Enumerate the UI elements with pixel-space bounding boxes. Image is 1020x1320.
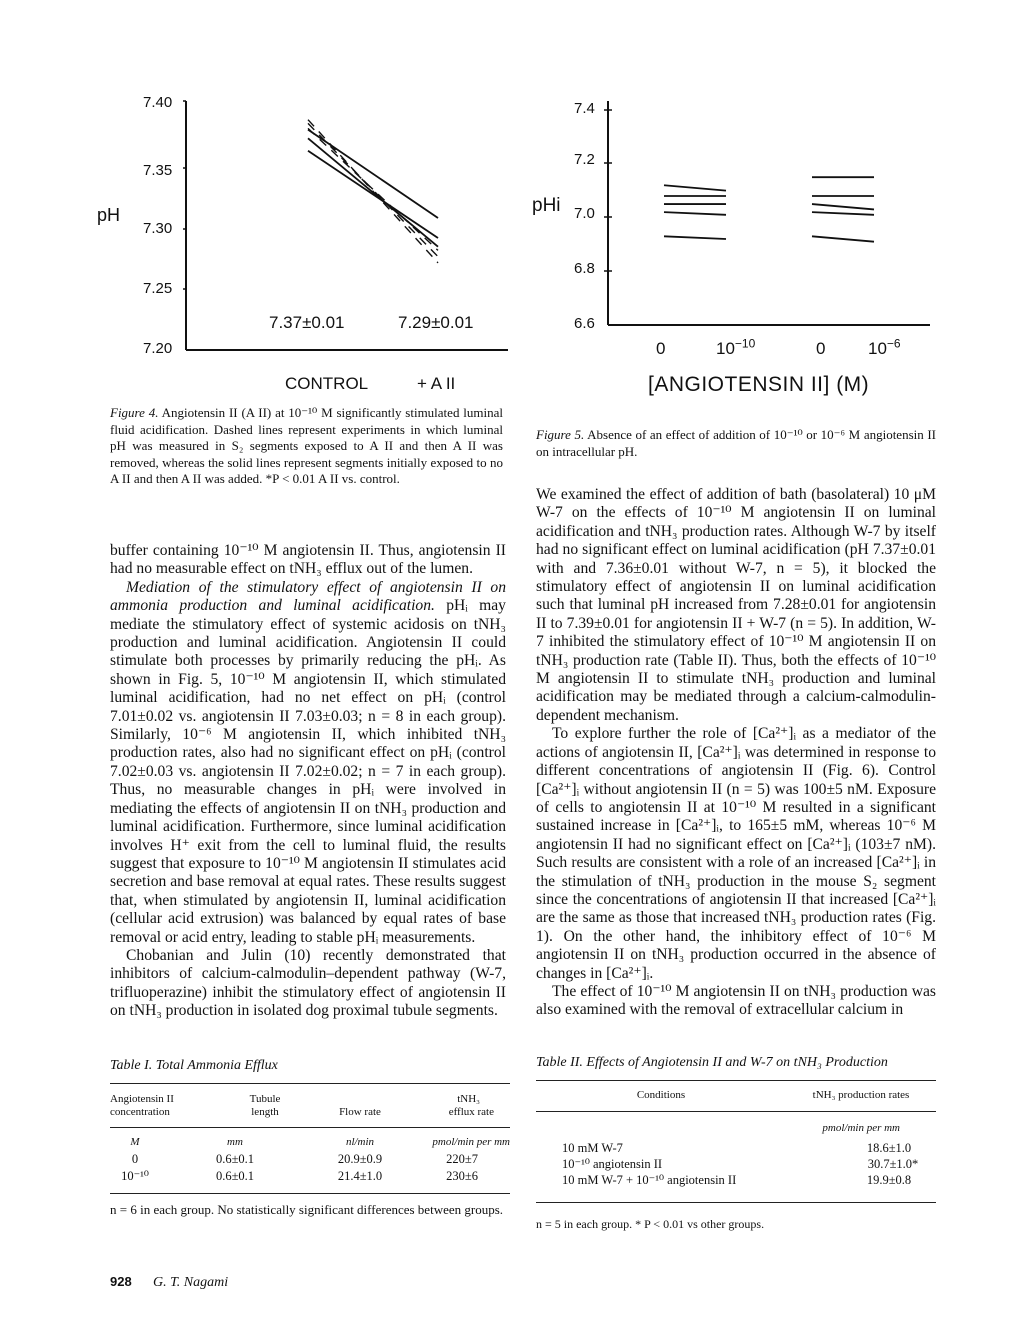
fig5-caption-label: Figure 5.	[536, 427, 585, 442]
table-2-footnote: n = 5 in each group. * P < 0.01 vs other groups.	[536, 1217, 765, 1231]
table-1-unit-row	[110, 1134, 510, 1151]
table-1-cell: 10⁻¹⁰	[121, 1169, 149, 1183]
table-1-cell: 0.6±0.1	[215, 1169, 255, 1183]
table-2-cell: 30.7±1.0*	[867, 1157, 919, 1171]
table-2-title: Table II. Effects of Angiotensin II and W-7 on tNH₃ Production	[536, 1055, 888, 1070]
table-row	[536, 1172, 936, 1188]
fig5-group-2-line-4	[812, 212, 874, 215]
table-2-cell: 10 mM W-7	[562, 1141, 623, 1155]
page-number: 928	[110, 1274, 132, 1289]
table-1-cell: 21.4±1.0	[337, 1169, 383, 1183]
table-1-unit-cell: nl/min	[345, 1136, 375, 1148]
fig4-series-line-1	[308, 120, 438, 263]
figure-4	[95, 85, 515, 405]
fig4-label-control-value: 7.37±0.01	[269, 313, 345, 332]
fig5-group-1-line-5	[664, 236, 726, 239]
table-1-header-row	[110, 1093, 510, 1119]
fig4-series-line-4	[308, 130, 438, 218]
fig4-ytick-2: 7.35	[143, 162, 173, 179]
right-paragraph-1: We examined the effect of addition of bath (basolateral) 10 μM W-7 on the effects of 10⁻¹⁰ M angiotensin II on luminal acidification and tNH₃ production rates. Although W-7 by itself had no significant effect on luminal acidification (pH 7.37±0.01 with and 7.36±0.01 without W-7, n = 5), it blocked the stimulatory effect of angiotensin II on luminal acidification such that luminal pH increased from 7.28±0.01 for angiotensin II to 7.39±0.01 for angiotensin II + W-7 (n = 5). In addition, W-7 inhibited the stimulatory effect of 10⁻¹⁰ M angiotensin II on tNH₃ production rate (Table II). Thus, both the effects of 10⁻¹⁰ M angiotensin II to stimulate tNH₃ production and luminal acidification may be mediated through a calcium-calmodulin-dependent mechanism.	[536, 486, 936, 724]
fig5-ytick-1: 7.4	[574, 100, 595, 117]
left-paragraph-2	[110, 579, 506, 947]
left-paragraph-2-body: pHᵢ may mediate the stimulatory effect of systemic acidosis on tNH₃ production and luminal acidification. Angiotensin II could stimulate both processes by primarily reducing the pHᵢ. As shown in Fig. 5, 10⁻¹⁰ M angiotensin II, which stimulated luminal acidification, had no net effect on pHᵢ (control 7.01±0.02 vs. angiotensin II 7.03±0.03; n = 8 in each group). Similarly, 10⁻⁶ M angiotensin II, which inhibited tNH₃ production rates, also had no significant effect on pHᵢ (control 7.02±0.03 vs. angiotensin II 7.02±0.02; n = 7 in each group). Thus, no measurable changes in pHᵢ were involved in mediating the effects of angiotensin II on tNH₃ production and luminal acidification. Furthermore, since luminal acidification involves H⁺ exit from the cell to luminal fluid, the results suggest that exposure to 10⁻¹⁰ M angiotensin II stimulates acid secretion and base removal at equal rates. These results suggest that, when stimulated by angiotensin II, luminal acidification (cellular acid extrusion) was balanced by equal rates of base removal or acid entry, leading to stable pHᵢ measurements.	[110, 597, 506, 946]
table-1-cell: 0	[131, 1152, 139, 1166]
table-row	[536, 1156, 936, 1172]
table-2-rule-bottom	[536, 1202, 936, 1203]
table-1-title: Table I. Total Ammonia Efflux	[110, 1058, 278, 1073]
table-1-unit-cell: pmol/min per mm	[432, 1136, 510, 1148]
fig5-x-dose-1-base: 10	[716, 339, 735, 358]
table-2-unit: pmol/min per mm	[822, 1122, 900, 1134]
table-1-cell: 230±6	[446, 1169, 478, 1183]
table-1-cell: 0.6±0.1	[215, 1152, 255, 1166]
fig4-series-line-3	[308, 128, 438, 250]
table-1-header-text: Flow rate	[339, 1106, 381, 1118]
table-row	[110, 1168, 510, 1185]
fig4-x-aii: + A II	[417, 374, 456, 393]
fig5-group-2-line-3	[812, 204, 874, 209]
fig4-ytick-3: 7.30	[143, 220, 173, 237]
fig5-ytick-3: 7.0	[574, 205, 595, 222]
fig4-series-line-6	[308, 151, 438, 238]
fig4-ytick-1: 7.40	[143, 94, 173, 111]
table-1-unit-cell: M	[130, 1136, 140, 1148]
left-paragraph-2-heading: Mediation of the stimulatory effect of angiotensin II on ammonia production and luminal acidification.	[110, 578, 506, 615]
right-column-text	[536, 486, 936, 1020]
table-row	[536, 1140, 936, 1156]
fig4-caption	[110, 405, 503, 488]
left-paragraph-3: Chobanian and Julin (10) recently demonstrated that inhibitors of calcium-calmodulin–dependent pathway (W-7, trifluoperazine) inhibit the stimulatory effect of angiotensin II on tNH₃ production in isolated dog proximal tubule segments.	[110, 946, 506, 1020]
figure-5	[530, 95, 940, 405]
fig5-x-zero-1: 0	[656, 339, 666, 358]
right-paragraph-3: The effect of 10⁻¹⁰ M angiotensin II on tNH₃ production was also examined with the removal of extracellular calcium in	[536, 982, 936, 1019]
table-1-cell: 220±7	[446, 1152, 478, 1166]
fig4-series-line-5	[308, 138, 438, 246]
table-1-unit-cell: mm	[227, 1136, 243, 1148]
fig5-group-2-line-5	[812, 236, 874, 241]
table-1-header-cell	[220, 1093, 310, 1119]
table-2-cell: 19.9±0.8	[866, 1173, 912, 1187]
table-1-header-cell	[310, 1093, 410, 1119]
fig5-group-1-line-4	[664, 212, 726, 215]
fig4-caption-label: Figure 4.	[110, 405, 159, 420]
table-1-cell: 20.9±0.9	[337, 1152, 383, 1166]
table-1	[110, 1058, 510, 1218]
fig4-x-control: CONTROL	[285, 374, 369, 393]
fig5-group-1-line-1	[664, 185, 726, 190]
fig4-caption-text: Angiotensin II (A II) at 10⁻¹⁰ M significantly stimulated luminal fluid acidification. Dashed lines represent experiments in which luminal pH was measured in S₂ segments exposed to A II and then A II was removed, whereas the solid lines represent segments initially exposed to no A II and then A II was added. *P < 0.01 A II vs. control.	[110, 405, 503, 486]
table-2-rule-mid	[536, 1111, 936, 1112]
table-1-rule-bottom	[110, 1193, 510, 1194]
fig5-caption	[536, 427, 936, 460]
table-2-rule-top	[536, 1080, 936, 1081]
left-column-text	[110, 542, 506, 1021]
table-2-grid	[536, 1089, 936, 1101]
table-1-header-text: efflux rate	[448, 1106, 494, 1118]
table-2-cell: 10⁻¹⁰ angiotensin II	[562, 1157, 663, 1171]
fig5-y-label-text: pHi	[532, 195, 561, 216]
fig5-x-dose-2	[868, 336, 901, 359]
fig5-x-dose-2-base: 10	[868, 339, 887, 358]
table-2-body	[536, 1140, 936, 1188]
table-2-header-row	[536, 1089, 936, 1101]
fig5-plot	[602, 97, 932, 337]
table-2-cell: 18.6±1.0	[866, 1141, 912, 1155]
running-author: G. T. Nagami	[152, 1275, 229, 1290]
page-footer	[110, 1274, 228, 1291]
fig4-ytick-5: 7.20	[143, 340, 173, 357]
table-row	[110, 1151, 510, 1168]
fig5-caption-text: Absence of an effect of addition of 10⁻¹⁰ or 10⁻⁶ M angiotensin II on intracellular pH.	[536, 427, 936, 459]
fig5-x-dose-2-exp: −6	[886, 336, 901, 351]
table-1-header-text: Angiotensin II	[110, 1093, 174, 1105]
table-1-header-text: tNH₃	[457, 1093, 480, 1105]
table-1-rule-top	[110, 1083, 510, 1084]
table-1-header-text: length	[251, 1106, 279, 1118]
table-1-footnote: n = 6 in each group. No statistically significant differences between groups.	[110, 1202, 504, 1217]
fig5-y-label	[532, 195, 561, 217]
table-2-header-cell: Conditions	[636, 1089, 686, 1101]
table-1-header-cell	[110, 1093, 220, 1119]
fig5-x-label: [ANGIOTENSIN II] (M)	[648, 373, 870, 396]
fig5-ytick-4: 6.8	[574, 260, 595, 277]
fig5-x-dose-1-exp: −10	[734, 336, 756, 351]
fig4-label-aii-value: 7.29±0.01	[398, 313, 474, 332]
table-1-grid	[110, 1093, 510, 1119]
table-2-cell: 10 mM W-7 + 10⁻¹⁰ angiotensin II	[562, 1173, 737, 1187]
table-1-body	[110, 1134, 510, 1185]
table-1-rule-mid	[110, 1127, 510, 1128]
fig5-x-dose-1	[716, 336, 756, 359]
table-1-header-cell	[410, 1093, 510, 1119]
table-1-header-text: Tubule	[249, 1093, 281, 1105]
fig5-ytick-2: 7.2	[574, 151, 595, 168]
table-1-header-text: concentration	[110, 1106, 170, 1118]
fig5-x-zero-2: 0	[816, 339, 826, 358]
fig4-ytick-4: 7.25	[143, 280, 173, 297]
right-paragraph-2: To explore further the role of [Ca²⁺]ᵢ as a mediator of the actions of angiotensin II, [Ca²⁺]ᵢ was determined in response to different concentrations of angiotensin II (Fig. 6). Control [Ca²⁺]ᵢ without angiotensin II (n = 5) was 100±5 nM. Exposure of cells to angiotensin II at 10⁻¹⁰ M resulted in a significant sustained increase in [Ca²⁺]ᵢ, to 165±5 mM, whereas 10⁻⁶ M angiotensin II had no significant effect on [Ca²⁺]ᵢ (103±7 nM). Such results are consistent with a role of an increased [Ca²⁺]ᵢ in the stimulation of tNH₃ production in the mouse S₂ segment since the concentrations of angiotensin II that increased [Ca²⁺]ᵢ are the same as those that increased tNH₃ production rates (Fig. 1). On the other hand, the inhibitory effect of 10⁻⁶ M angiotensin II on tNH₃ production occurred in the absence of changes in [Ca²⁺]ᵢ.	[536, 725, 936, 982]
fig4-y-label: pH	[97, 205, 121, 225]
left-paragraph-1: buffer containing 10⁻¹⁰ M angiotensin II. Thus, angiotensin II had no measurable effect on tNH₃ efflux out of the lumen.	[110, 542, 506, 578]
fig5-ytick-5: 6.6	[574, 315, 595, 332]
table-2-header-cell: tNH₃ production rates	[812, 1089, 910, 1101]
table-2	[536, 1055, 936, 1232]
